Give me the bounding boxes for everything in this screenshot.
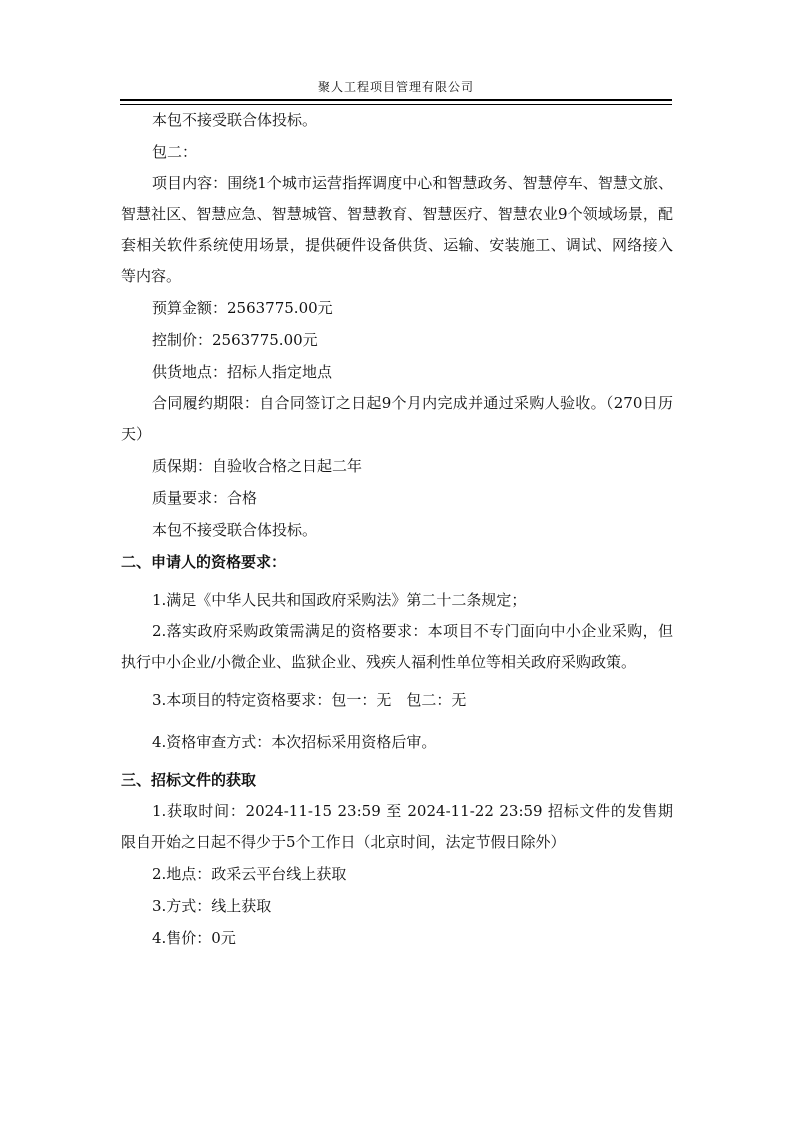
list-item: 2.落实政府采购政策需满足的资格要求：本项目不专门面向中小企业采购，但执行中小企业/小微企业、监狱企业、残疾人福利性单位等相关政府采购政策。 [121, 622, 673, 671]
list-item: 4.售价：0元 [152, 929, 236, 947]
package-label: 包二： [152, 143, 198, 161]
paragraph: 本包不接受联合体投标。 [152, 111, 318, 129]
warranty-period: 质保期：自验收合格之日起二年 [152, 457, 363, 475]
list-item: 4.资格审查方式：本次招标采用资格后审。 [152, 733, 437, 751]
list-item: 3.本项目的特定资格要求：包一：无 包二：无 [152, 691, 467, 709]
quality-requirement: 质量要求：合格 [152, 489, 258, 507]
header-rule-thick [120, 99, 672, 101]
list-item: 1.获取时间：2024-11-15 23:59 至 2024-11-22 23:59 招标文件的发售期限自开始之日起不得少于5个工作日（北京时间，法定节假日除外） [121, 802, 673, 851]
page-header: 聚人工程项目管理有限公司 [317, 80, 474, 94]
section-heading-documents: 三、招标文件的获取 [121, 771, 257, 789]
document-body [121, 104, 673, 954]
budget-amount: 预算金额：2563775.00元 [152, 299, 333, 317]
delivery-location: 供货地点：招标人指定地点 [152, 363, 333, 381]
list-item: 1.满足《中华人民共和国政府采购法》第二十二条规定； [152, 591, 527, 609]
project-content: 项目内容：围绕1个城市运营指挥调度中心和智慧政务、智慧停车、智慧文旅、智慧社区、智慧应急、智慧城管、智慧教育、智慧医疗、智慧农业9个领域场景，配套相关软件系统使用场景，提供硬件设备供货、运输、安装施工、调试、网络接入等内容。 [121, 174, 673, 285]
list-item: 2.地点：政采云平台线上获取 [152, 865, 347, 883]
list-item: 3.方式：线上获取 [152, 897, 272, 915]
section-heading-qualification: 二、申请人的资格要求： [121, 553, 287, 571]
control-price: 控制价：2563775.00元 [152, 331, 318, 349]
contract-period: 合同履约期限：自合同签订之日起9个月内完成并通过采购人验收。（270日历天） [121, 394, 673, 443]
paragraph: 本包不接受联合体投标。 [152, 521, 318, 539]
